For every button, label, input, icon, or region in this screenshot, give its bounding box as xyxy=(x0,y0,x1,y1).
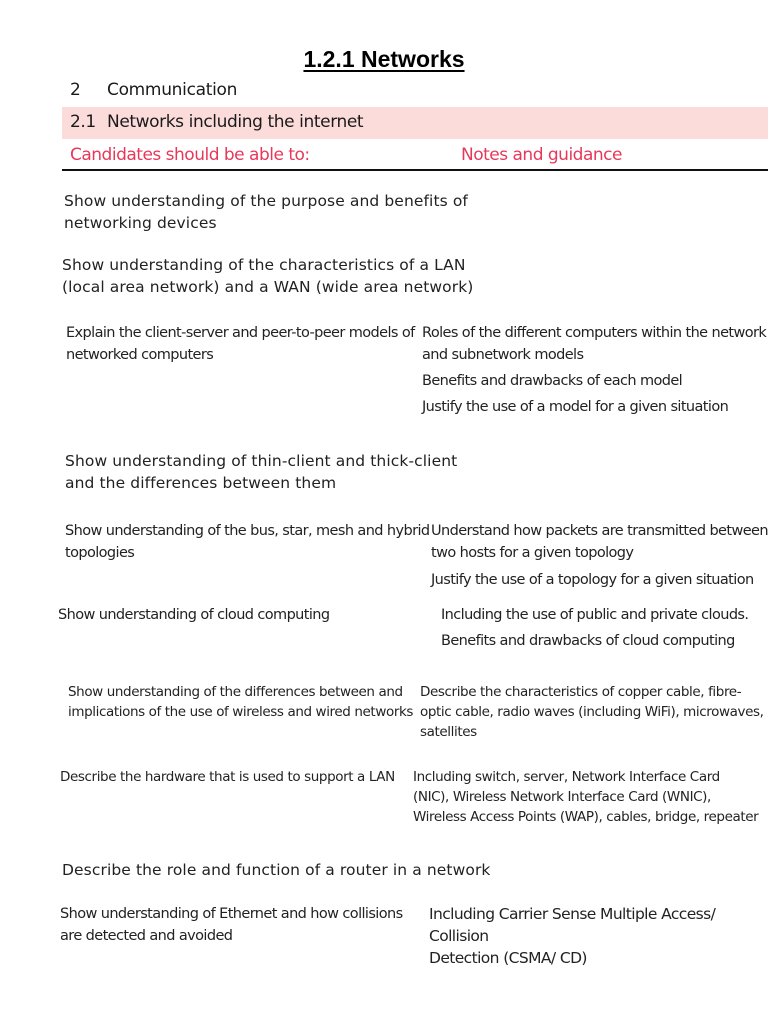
item-2-left: Show understanding of the characteristics of a LAN (local area network) and a WAN (wide area network) xyxy=(62,256,474,296)
item-4-left: Show understanding of thin-client and thick-client and the differences between them xyxy=(65,452,458,492)
section-number: 2 xyxy=(70,80,81,100)
item-3-left: Explain the client-server and peer-to-peer models of networked computers xyxy=(66,325,415,363)
header-rule xyxy=(62,169,768,171)
item-10-right: Including Carrier Sense Multiple Access/ Collision Detection (CSMA/ CD) xyxy=(429,905,716,967)
item-8-left: Describe the hardware that is used to support a LAN xyxy=(60,769,395,785)
section-heading xyxy=(70,80,237,100)
item-8-right: Including switch, server, Network Interface Card (NIC), Wireless Network Interface Card (WNIC), Wireless Access Points (WAP), cables, bridge, repeater xyxy=(413,769,759,825)
column-header-right: Notes and guidance xyxy=(461,145,622,165)
item-6-left: Show understanding of cloud computing xyxy=(58,607,330,623)
item-1-left: Show understanding of the purpose and benefits of networking devices xyxy=(64,192,468,232)
item-9-left: Describe the role and function of a router in a network xyxy=(62,861,491,879)
subsection-label: Networks including the internet xyxy=(107,112,364,132)
subsection-heading xyxy=(70,112,363,132)
section-label: Communication xyxy=(107,80,238,100)
column-header-left: Candidates should be able to: xyxy=(70,145,310,165)
item-10-left: Show understanding of Ethernet and how collisions are detected and avoided xyxy=(60,906,403,944)
item-5-left: Show understanding of the bus, star, mesh and hybrid topologies xyxy=(65,523,430,561)
item-5-right: Understand how packets are transmitted between two hosts for a given topology Justify the use of a topology for a given situation xyxy=(431,523,768,588)
item-6-right: Including the use of public and private clouds. Benefits and drawbacks of cloud computing xyxy=(441,607,749,649)
item-7-left: Show understanding of the differences between and implications of the use of wireless and wired networks xyxy=(68,684,414,720)
page-title: 1.2.1 Networks xyxy=(303,46,465,72)
item-3-right: Roles of the different computers within the network and subnetwork models Benefits and drawbacks of each model Justify the use of a model for a given situation xyxy=(422,325,767,415)
subsection-number: 2.1 xyxy=(70,112,96,132)
item-7-right: Describe the characteristics of copper cable, fibre- optic cable, radio waves (including WiFi), microwaves, satellites xyxy=(420,684,764,740)
